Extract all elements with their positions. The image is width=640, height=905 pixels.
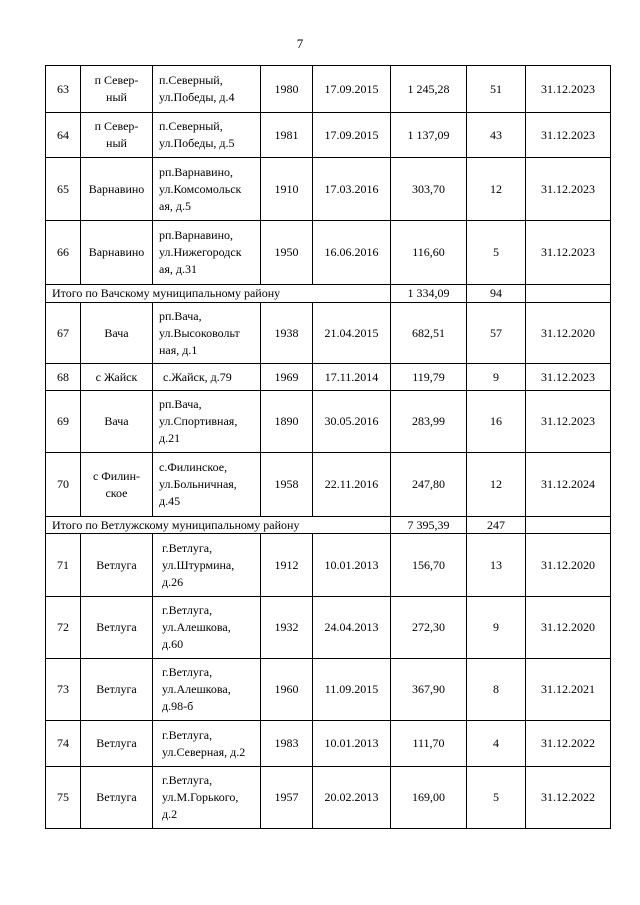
address-line: ул.М.Горького,	[162, 790, 239, 804]
address-line: ул.Нижегородск	[159, 245, 242, 259]
address-line: д.21	[159, 431, 181, 445]
recognition-date: 17.09.2015	[313, 66, 391, 113]
year-built: 1890	[261, 391, 313, 453]
area: 1 245,28	[391, 66, 467, 113]
address	[153, 364, 261, 391]
row-number: 63	[46, 66, 81, 113]
area: 156,70	[391, 534, 467, 597]
address-line: ная, д.1	[159, 342, 198, 357]
table-row	[46, 66, 611, 113]
recognition-date: 24.04.2013	[313, 597, 391, 659]
deadline-date: 31.12.2023	[526, 391, 611, 453]
settlement-line: Ветлуга	[96, 682, 137, 696]
housing-table	[45, 65, 611, 829]
settlement-line: Вача	[104, 325, 129, 340]
table-row	[46, 534, 611, 597]
address-line: ул.Победы, д.4	[159, 90, 235, 104]
area: 283,99	[391, 391, 467, 453]
recognition-date: 10.01.2013	[313, 721, 391, 767]
settlement	[81, 158, 153, 221]
settlement	[81, 534, 153, 597]
row-number: 67	[46, 303, 81, 364]
deadline-date: 31.12.2023	[526, 113, 611, 158]
recognition-date: 16.06.2016	[313, 221, 391, 285]
address-line: ул.Спортивная,	[159, 414, 238, 428]
recognition-date: 20.02.2013	[313, 767, 391, 829]
address	[153, 221, 261, 285]
deadline-date: 31.12.2020	[526, 597, 611, 659]
row-number: 72	[46, 597, 81, 659]
deadline-date: 31.12.2020	[526, 303, 611, 364]
recognition-date: 17.09.2015	[313, 113, 391, 158]
year-built: 1958	[261, 453, 313, 517]
address-line: рп.Варнавино,	[159, 228, 234, 242]
residents-count: 43	[467, 113, 526, 158]
row-number: 73	[46, 659, 81, 721]
year-built: 1980	[261, 66, 313, 113]
deadline-date: 31.12.2020	[526, 534, 611, 597]
recognition-date: 10.01.2013	[313, 534, 391, 597]
address	[153, 721, 261, 767]
address-line: ая, д.5	[159, 198, 191, 213]
address-line: ул.Победы, д.5	[159, 136, 235, 150]
settlement-line: ское	[105, 485, 128, 500]
address	[153, 767, 261, 829]
year-built: 1950	[261, 221, 313, 285]
page-number: 7	[296, 36, 304, 51]
recognition-date: 17.03.2016	[313, 158, 391, 221]
recognition-date: 22.11.2016	[313, 453, 391, 517]
residents-count: 5	[467, 767, 526, 829]
subtotal-area: 7 395,39	[391, 517, 467, 534]
address-line: рп.Варнавино,	[159, 164, 234, 179]
settlement-line: п Север-	[94, 119, 139, 133]
area: 169,00	[391, 767, 467, 829]
empty-cell	[526, 517, 611, 534]
year-built: 1912	[261, 534, 313, 597]
settlement	[81, 767, 153, 829]
area: 272,30	[391, 597, 467, 659]
settlement-line: с Филин-	[92, 468, 141, 483]
address-line: ая, д.31	[159, 262, 197, 276]
year-built: 1969	[261, 364, 313, 391]
address-line: ул.Алешкова,	[162, 682, 231, 696]
subtotal-row	[46, 517, 611, 534]
deadline-date: 31.12.2023	[526, 364, 611, 391]
subtotal-label: Итого по Вачскому муниципальному району	[46, 285, 391, 303]
address	[153, 113, 261, 158]
table-row	[46, 721, 611, 767]
settlement-line: ный	[106, 90, 127, 104]
address-line: г.Ветлуга,	[162, 603, 213, 617]
address-line: д.45	[159, 494, 181, 508]
year-built: 1960	[261, 659, 313, 721]
table-row	[46, 391, 611, 453]
residents-count: 12	[467, 453, 526, 517]
residents-count: 16	[467, 391, 526, 453]
address-line: ул.Алешкова,	[162, 620, 231, 634]
residents-count: 4	[467, 721, 526, 767]
settlement	[81, 303, 153, 364]
year-built: 1957	[261, 767, 313, 829]
settlement-line: п Север-	[94, 73, 139, 87]
address-line: д.26	[162, 574, 184, 589]
address	[153, 534, 261, 597]
settlement-line: Варнавино	[88, 245, 145, 259]
year-built: 1938	[261, 303, 313, 364]
subtotal-row	[46, 285, 611, 303]
address	[153, 453, 261, 517]
address-line: г.Ветлуга,	[162, 727, 213, 742]
settlement	[81, 113, 153, 158]
residents-count: 57	[467, 303, 526, 364]
settlement	[81, 453, 153, 517]
residents-count: 9	[467, 364, 526, 391]
settlement	[81, 364, 153, 391]
table-row	[46, 453, 611, 517]
row-number: 74	[46, 721, 81, 767]
address	[153, 303, 261, 364]
address-line: г.Ветлуга,	[162, 773, 213, 787]
subtotal-area: 1 334,09	[391, 285, 467, 303]
table-row	[46, 158, 611, 221]
address-line: с.Филинское,	[159, 460, 228, 474]
table-row	[46, 303, 611, 364]
subtotal-label: Итого по Ветлужскому муниципальному району	[46, 517, 391, 534]
address-line: д.98-б	[162, 699, 194, 713]
deadline-date: 31.12.2024	[526, 453, 611, 517]
settlement-line: Ветлуга	[96, 620, 137, 634]
table-row	[46, 113, 611, 158]
area: 111,70	[391, 721, 467, 767]
deadline-date: 31.12.2023	[526, 66, 611, 113]
settlement-line: с Жайск	[95, 369, 138, 384]
row-number: 65	[46, 158, 81, 221]
subtotal-count: 247	[467, 517, 526, 534]
settlement-line: Ветлуга	[96, 736, 137, 750]
address-line: ул.Комсомольск	[159, 181, 242, 196]
address-line: ул.Штурмина,	[162, 557, 235, 572]
area: 303,70	[391, 158, 467, 221]
settlement	[81, 66, 153, 113]
row-number: 68	[46, 364, 81, 391]
area: 1 137,09	[391, 113, 467, 158]
address-line: рп.Вача,	[159, 397, 202, 411]
residents-count: 5	[467, 221, 526, 285]
area: 682,51	[391, 303, 467, 364]
settlement-line: Варнавино	[88, 181, 145, 196]
deadline-date: 31.12.2022	[526, 721, 611, 767]
address-line: с.Жайск, д.79	[163, 369, 232, 384]
row-number: 70	[46, 453, 81, 517]
address-line: рп.Вача,	[159, 308, 202, 323]
recognition-date: 21.04.2015	[313, 303, 391, 364]
table-row	[46, 767, 611, 829]
address-line: п.Северный,	[159, 119, 223, 133]
row-number: 64	[46, 113, 81, 158]
recognition-date: 11.09.2015	[313, 659, 391, 721]
year-built: 1981	[261, 113, 313, 158]
year-built: 1932	[261, 597, 313, 659]
table-row	[46, 659, 611, 721]
year-built: 1910	[261, 158, 313, 221]
settlement	[81, 659, 153, 721]
deadline-date: 31.12.2023	[526, 158, 611, 221]
address	[153, 391, 261, 453]
row-number: 75	[46, 767, 81, 829]
address-line: ул.Высоковольт	[159, 325, 240, 340]
deadline-date: 31.12.2023	[526, 221, 611, 285]
table-row	[46, 597, 611, 659]
settlement-line: ный	[106, 136, 127, 150]
area: 367,90	[391, 659, 467, 721]
table-row	[46, 221, 611, 285]
empty-cell	[526, 285, 611, 303]
recognition-date: 30.05.2016	[313, 391, 391, 453]
deadline-date: 31.12.2021	[526, 659, 611, 721]
address-line: ул.Больничная,	[159, 477, 237, 491]
deadline-date: 31.12.2022	[526, 767, 611, 829]
address-line: г.Ветлуга,	[162, 665, 213, 679]
address	[153, 659, 261, 721]
address	[153, 158, 261, 221]
settlement-line: Вача	[104, 414, 129, 428]
area: 116,60	[391, 221, 467, 285]
settlement-line: Ветлуга	[96, 790, 137, 804]
settlement	[81, 221, 153, 285]
address-line: д.60	[162, 637, 184, 651]
area: 247,80	[391, 453, 467, 517]
row-number: 66	[46, 221, 81, 285]
settlement	[81, 721, 153, 767]
settlement	[81, 391, 153, 453]
table-row	[46, 364, 611, 391]
residents-count: 9	[467, 597, 526, 659]
year-built: 1983	[261, 721, 313, 767]
settlement-line: Ветлуга	[96, 557, 137, 572]
residents-count: 13	[467, 534, 526, 597]
settlement	[81, 597, 153, 659]
address-line: г.Ветлуга,	[162, 540, 213, 555]
address	[153, 597, 261, 659]
address-line: ул.Северная, д.2	[162, 744, 246, 759]
row-number: 71	[46, 534, 81, 597]
area: 119,79	[391, 364, 467, 391]
row-number: 69	[46, 391, 81, 453]
residents-count: 8	[467, 659, 526, 721]
address	[153, 66, 261, 113]
address-line: п.Северный,	[159, 73, 223, 87]
subtotal-count: 94	[467, 285, 526, 303]
recognition-date: 17.11.2014	[313, 364, 391, 391]
residents-count: 51	[467, 66, 526, 113]
address-line: д.2	[162, 807, 178, 821]
residents-count: 12	[467, 158, 526, 221]
